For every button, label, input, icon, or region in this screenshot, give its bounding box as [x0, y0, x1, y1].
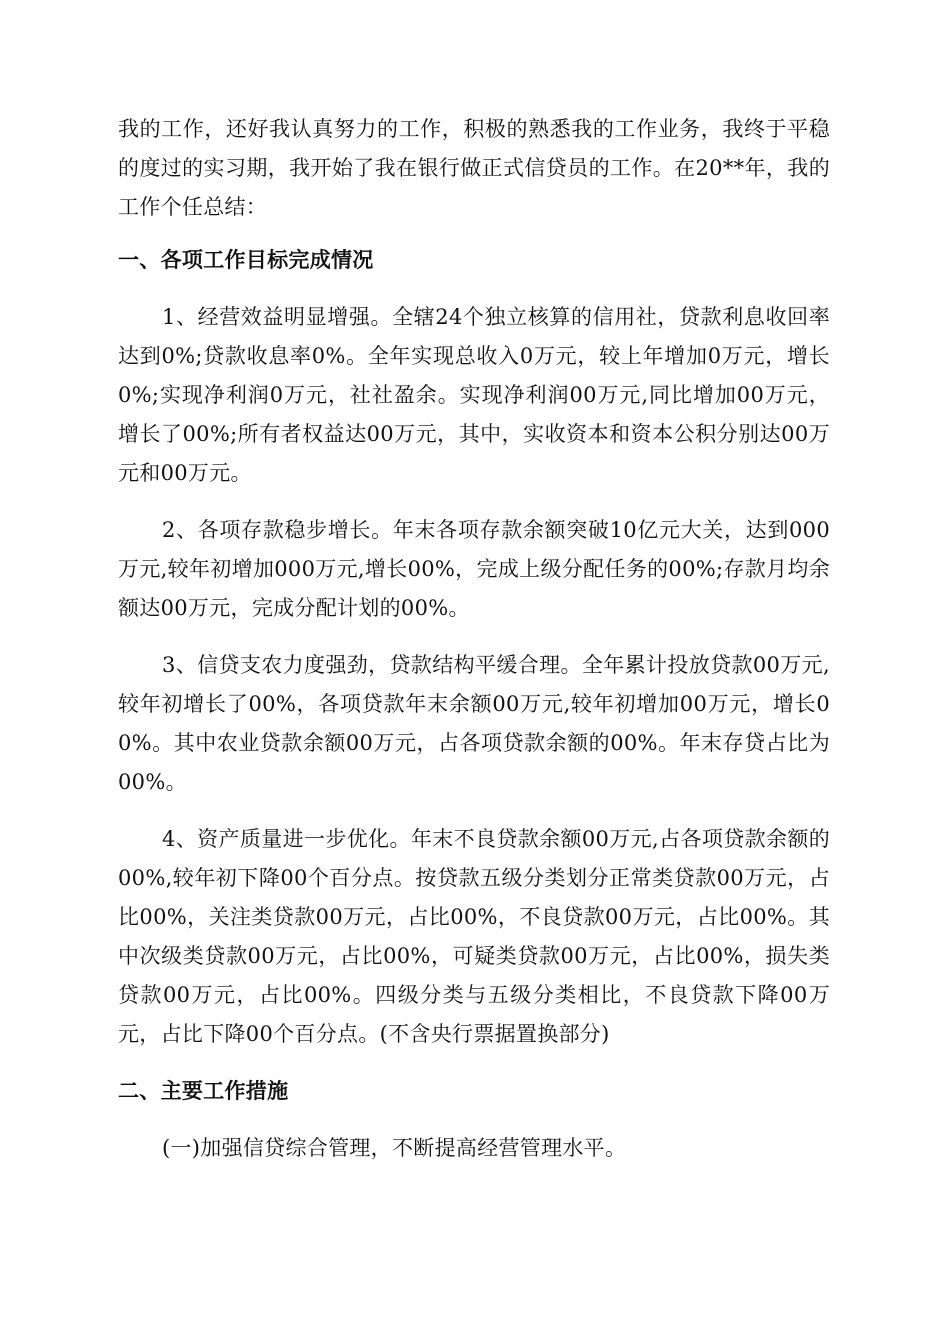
item-paragraph-2: 2、各项存款稳步增长。年末各项存款余额突破10亿元大关，达到000万元,较年初增加000万元,增长00%，完成上级分配任务的00%;存款月均余额达00万元，完成分配计划的00%。: [118, 518, 830, 620]
intro-paragraph: 我的工作，还好我认真努力的工作，积极的熟悉我的工作业务，我终于平稳的度过的实习期，我开始了我在银行做正式信贷员的工作。在20**年，我的工作个任总结：: [118, 117, 830, 219]
item-paragraph-4: 4、资产质量进一步优化。年末不良贷款余额00万元,占各项贷款余额的00%,较年初下降00个百分点。按贷款五级分类划分正常类贷款00万元，占比00%，关注类贷款00万元，占比00%，不良贷款00万元，占比00%。其中次级类贷款00万元，占比00%，可疑类贷款00万元，占比00%，损失类贷款00万元，占比00%。四级分类与五级分类相比，不良贷款下降00万元，占比下降00个百分点。(不含央行票据置换部分): [118, 827, 830, 1046]
document-body: [118, 110, 830, 1186]
item-paragraph-1: 1、经营效益明显增强。全辖24个独立核算的信用社，贷款利息收回率达到0%;贷款收息率0%。全年实现总收入0万元，较上年增加0万元，增长0%;实现净利润0万元，社社盈余。实现净利润00万元,同比增加00万元，增长了00%;所有者权益达00万元，其中，实收资本和资本公积分别达00万元和00万元。: [118, 305, 830, 485]
item-paragraph-3: 3、信贷支农力度强劲，贷款结构平缓合理。全年累计投放贷款00万元,较年初增长了00%，各项贷款年末余额00万元,较年初增加00万元，增长00%。其中农业贷款余额00万元，占各项贷款余额的00%。年末存贷占比为00%。: [118, 653, 830, 794]
section-heading-2: 二、主要工作措施: [118, 1079, 289, 1103]
subitem-paragraph-1: (一)加强信贷综合管理，不断提高经营管理水平。: [162, 1136, 627, 1160]
section-heading-1: 一、各项工作目标完成情况: [118, 248, 374, 272]
